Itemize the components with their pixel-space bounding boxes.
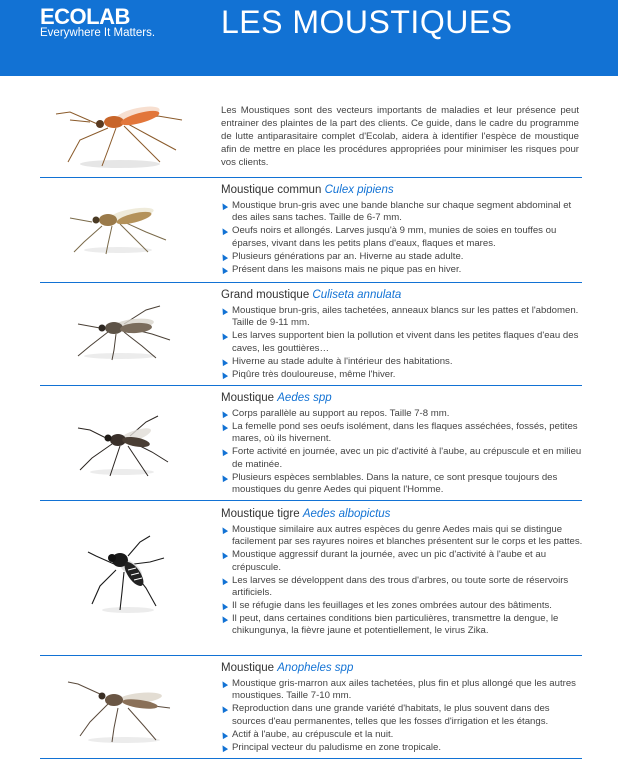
ecolab-logo: ECOLAB bbox=[40, 4, 130, 29]
species-title bbox=[221, 183, 583, 197]
species-latin-name: Aedes spp bbox=[277, 392, 332, 404]
divider-6 bbox=[40, 758, 582, 759]
bullet-item: Plusieurs espèces semblables. Dans la nature, ce sont presque toujours des moustiques du genre Aedes qui piquent l'Homme. bbox=[221, 472, 583, 497]
species-bullets bbox=[221, 678, 583, 754]
species-aedes bbox=[221, 391, 583, 497]
species-latin-name: Culiseta annulata bbox=[312, 289, 402, 301]
species-title bbox=[221, 661, 583, 675]
species-common-name: Moustique tigre bbox=[221, 508, 300, 520]
bullet-item: Corps parallèle au support au repos. Taille 7-8 mm. bbox=[221, 408, 583, 420]
mosquito-anopheles-image bbox=[64, 674, 174, 748]
mosquito-culex-image bbox=[62, 192, 172, 260]
bullet-item: Moustique brun-gris, ailes tachetées, anneaux blancs sur les pattes et l'abdomen. Taille de 9-11 mm. bbox=[221, 305, 583, 330]
species-aedes-albopictus bbox=[221, 507, 583, 638]
divider-1 bbox=[40, 177, 582, 178]
bullet-item: Moustique gris-marron aux ailes tachetées, plus fin et plus allongé que les autres moustiques. Taille 7-10 mm. bbox=[221, 678, 583, 703]
species-common-name: Grand moustique bbox=[221, 289, 310, 301]
divider-3 bbox=[40, 385, 582, 386]
species-common-name: Moustique bbox=[221, 662, 275, 674]
mosquito-tiger-image bbox=[84, 534, 168, 616]
species-title bbox=[221, 507, 583, 521]
divider-2 bbox=[40, 282, 582, 283]
bullet-item: Les larves supportent bien la pollution et vivent dans les petites flaques d'eau des caves, les gouttières… bbox=[221, 330, 583, 355]
bullet-item: Il se réfugie dans les feuillages et les zones ombrées autour des bâtiments. bbox=[221, 600, 583, 612]
bullet-item: Moustique similaire aux autres espèces du genre Aedes mais qui se distingue facilement par ses rayures noires et blanches présentent sur le corps et les pattes. bbox=[221, 524, 583, 549]
bullet-item: Il peut, dans certaines conditions bien particulières, transmettre la dengue, le chikungunya, la fièvre jaune et potentiellement, le virus Zika. bbox=[221, 613, 583, 638]
bullet-item: Actif à l'aube, au crépuscule et la nuit. bbox=[221, 729, 583, 741]
species-bullets bbox=[221, 305, 583, 381]
species-culex bbox=[221, 183, 583, 276]
bullet-item: Présent dans les maisons mais ne pique pas en hiver. bbox=[221, 264, 583, 276]
species-common-name: Moustique commun bbox=[221, 184, 322, 196]
species-bullets bbox=[221, 408, 583, 496]
divider-4 bbox=[40, 500, 582, 501]
mosquito-intro-image bbox=[50, 92, 190, 172]
bullet-item: Reproduction dans une grande variété d'habitats, le plus souvent dans des sources d'eau permanentes, telles que les fosses d'irrigation et les étangs. bbox=[221, 703, 583, 728]
species-bullets bbox=[221, 524, 583, 638]
species-anopheles bbox=[221, 661, 583, 754]
intro-paragraph: Les Moustiques sont des vecteurs importants de maladies et leur présence peut entrainer des plaintes de la part des clients. Ce guide, dans le cadre du programme de lutte antiparasitaire complet d'Ecolab, aidera à identifier l'espèce de moustique afin de mettre en place les procédures appropriées pour minimiser les risques pour vos clients. bbox=[221, 105, 579, 168]
species-bullets bbox=[221, 200, 583, 276]
bullet-item: Moustique brun-gris avec une bande blanche sur chaque segment abdominal et des ailes sans taches. Taille de 6-7 mm. bbox=[221, 200, 583, 225]
species-latin-name: Anopheles spp bbox=[277, 662, 354, 674]
header-banner bbox=[0, 0, 618, 76]
divider-5 bbox=[40, 655, 582, 656]
bullet-item: Plusieurs générations par an. Hiverne au stade adulte. bbox=[221, 251, 583, 263]
page-title: LES MOUSTIQUES bbox=[221, 4, 513, 40]
bullet-item: Forte activité en journée, avec un pic d'activité à l'aube, au crépuscule et en milieu de matinée. bbox=[221, 446, 583, 471]
mosquito-aedes-image bbox=[70, 410, 174, 480]
species-culiseta bbox=[221, 288, 583, 381]
species-common-name: Moustique bbox=[221, 392, 275, 404]
species-latin-name: Culex pipiens bbox=[324, 184, 394, 196]
bullet-item: La femelle pond ses oeufs isolément, dans les flaques asséchées, fossés, petites mares, où ils hivernent. bbox=[221, 421, 583, 446]
bullet-item: Piqûre très douloureuse, même l'hiver. bbox=[221, 369, 583, 381]
bullet-item: Moustique aggressif durant la journée, avec un pic d'activité à l'aube et au crépuscule. bbox=[221, 549, 583, 574]
species-title bbox=[221, 288, 583, 302]
species-latin-name: Aedes albopictus bbox=[302, 508, 391, 520]
logo-tagline: Everywhere It Matters. bbox=[40, 27, 156, 39]
bullet-item: Principal vecteur du paludisme en zone tropicale. bbox=[221, 742, 583, 754]
bullet-item: Oeufs noirs et allongés. Larves jusqu'à 9 mm, munies de soies en touffes ou éparses, vivant dans les petits plans d'eaux, flaques et mares. bbox=[221, 225, 583, 250]
bullet-item: Les larves se développent dans des trous d'arbres, ou toute sorte de réservoirs artificiels. bbox=[221, 575, 583, 600]
bullet-item: Hiverne au stade adulte à l'intérieur des habitations. bbox=[221, 356, 583, 368]
species-title bbox=[221, 391, 583, 405]
mosquito-culiseta-image bbox=[64, 300, 174, 364]
